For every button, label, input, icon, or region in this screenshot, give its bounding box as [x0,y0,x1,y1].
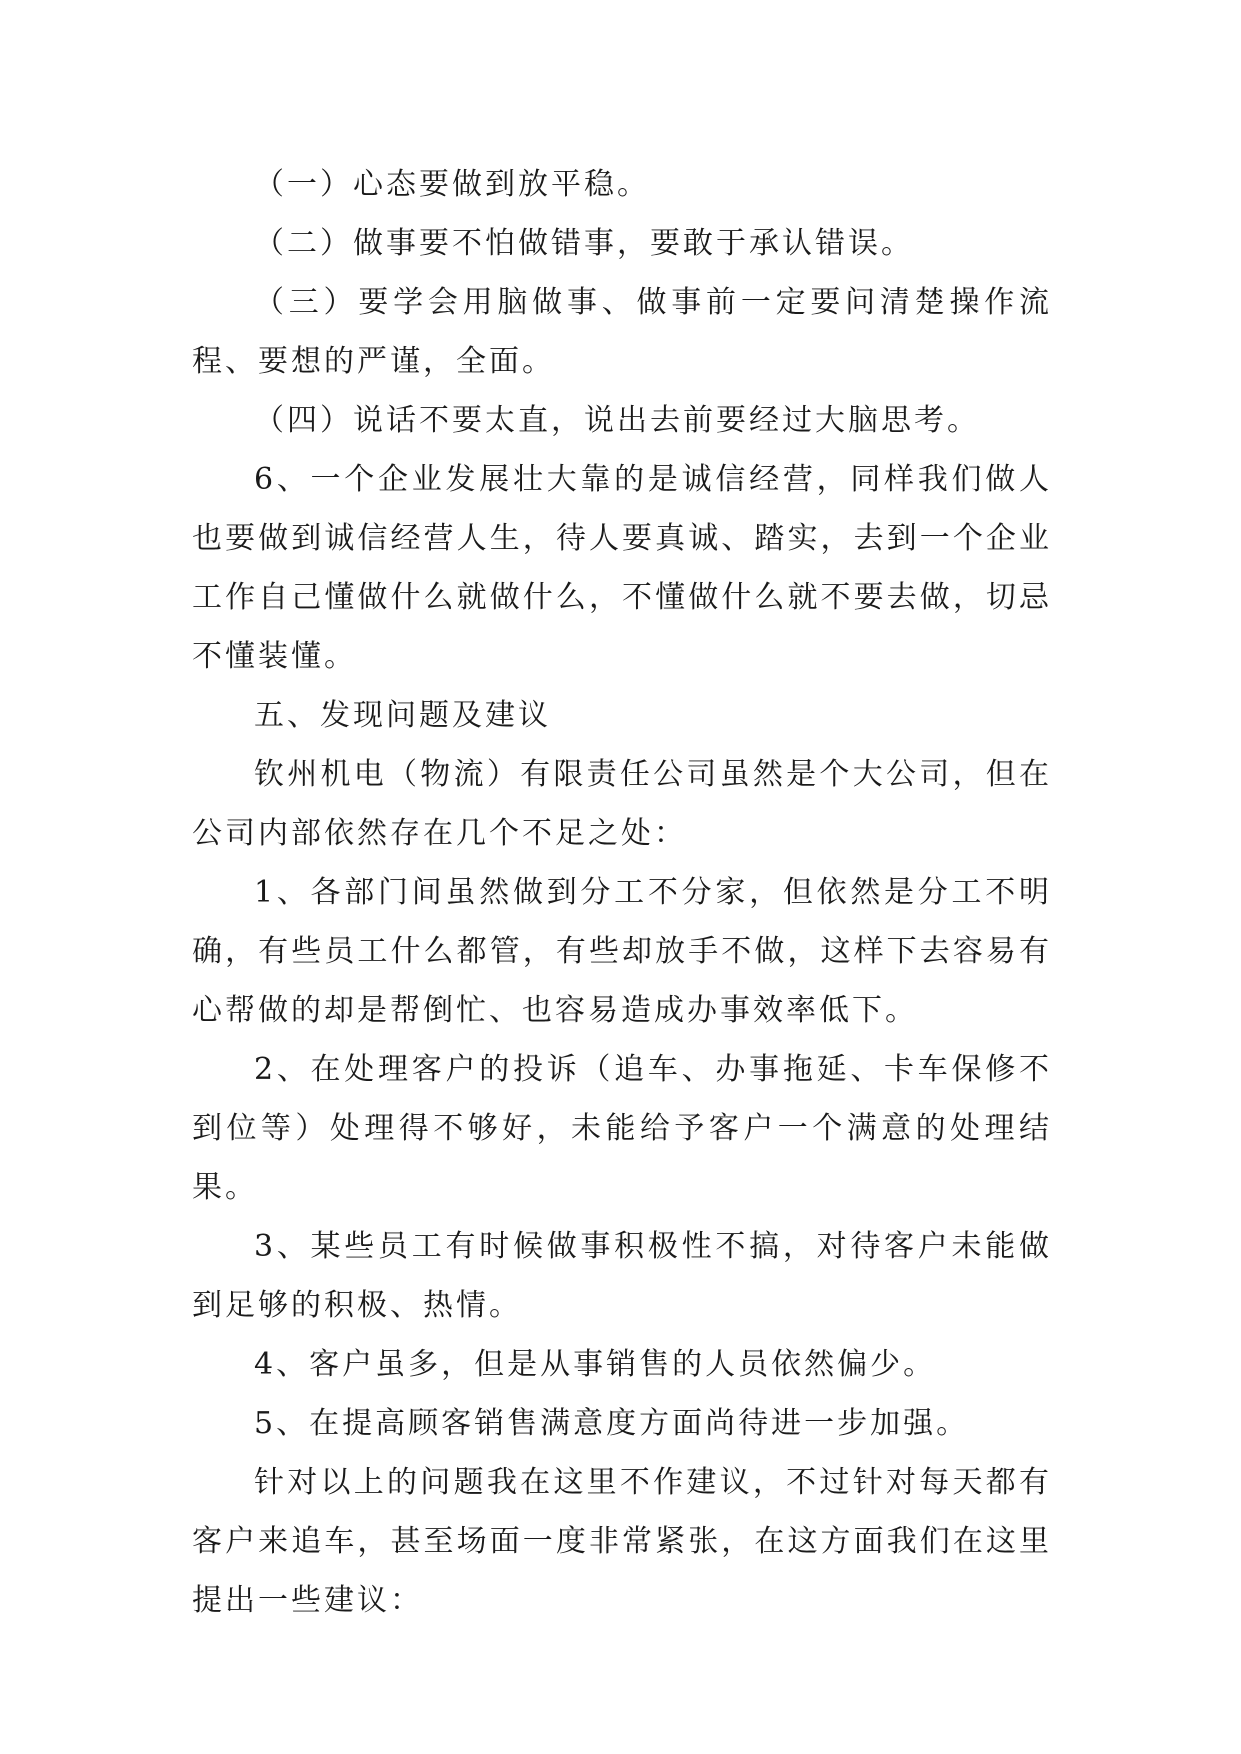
document-body [192,155,1052,1630]
paragraph-issue-3: 3、某些员工有时候做事积极性不搞，对待客户未能做到足够的积极、热情。 [192,1229,1052,1323]
paragraph-suggestions: 针对以上的问题我在这里不作建议，不过针对每天都有客户来追车，甚至场面一度非常紧张，在这方面我们在这里提出一些建议： [192,1465,1052,1618]
paragraph-integrity: 6、一个企业发展壮大靠的是诚信经营，同样我们做人也要做到诚信经营人生，待人要真诚、踏实，去到一个企业工作自己懂做什么就做什么，不懂做什么就不要去做，切忌不懂装懂。 [192,462,1052,674]
paragraph-speak-carefully: （四）说话不要太直，说出去前要经过大脑思考。 [254,403,980,438]
paragraph-company-intro: 钦州机电（物流）有限责任公司虽然是个大公司，但在公司内部依然存在几个不足之处： [192,757,1052,851]
section-heading-problems: 五、发现问题及建议 [254,698,551,733]
paragraph-mindset: （一）心态要做到放平稳。 [254,167,650,202]
paragraph-admit-mistakes: （二）做事要不怕做错事，要敢于承认错误。 [254,226,914,261]
paragraph-issue-5: 5、在提高顾客销售满意度方面尚待进一步加强。 [254,1406,970,1441]
paragraph-issue-4: 4、客户虽多，但是从事销售的人员依然偏少。 [254,1347,937,1382]
paragraph-issue-1: 1、各部门间虽然做到分工不分家，但依然是分工不明确，有些员工什么都管，有些却放手不做，这样下去容易有心帮做的却是帮倒忙、也容易造成办事效率低下。 [192,875,1052,1028]
paragraph-issue-2: 2、在处理客户的投诉（追车、办事拖延、卡车保修不到位等）处理得不够好，未能给予客户一个满意的处理结果。 [192,1052,1052,1205]
paragraph-think-first: （三）要学会用脑做事、做事前一定要问清楚操作流程、要想的严谨，全面。 [192,285,1052,379]
